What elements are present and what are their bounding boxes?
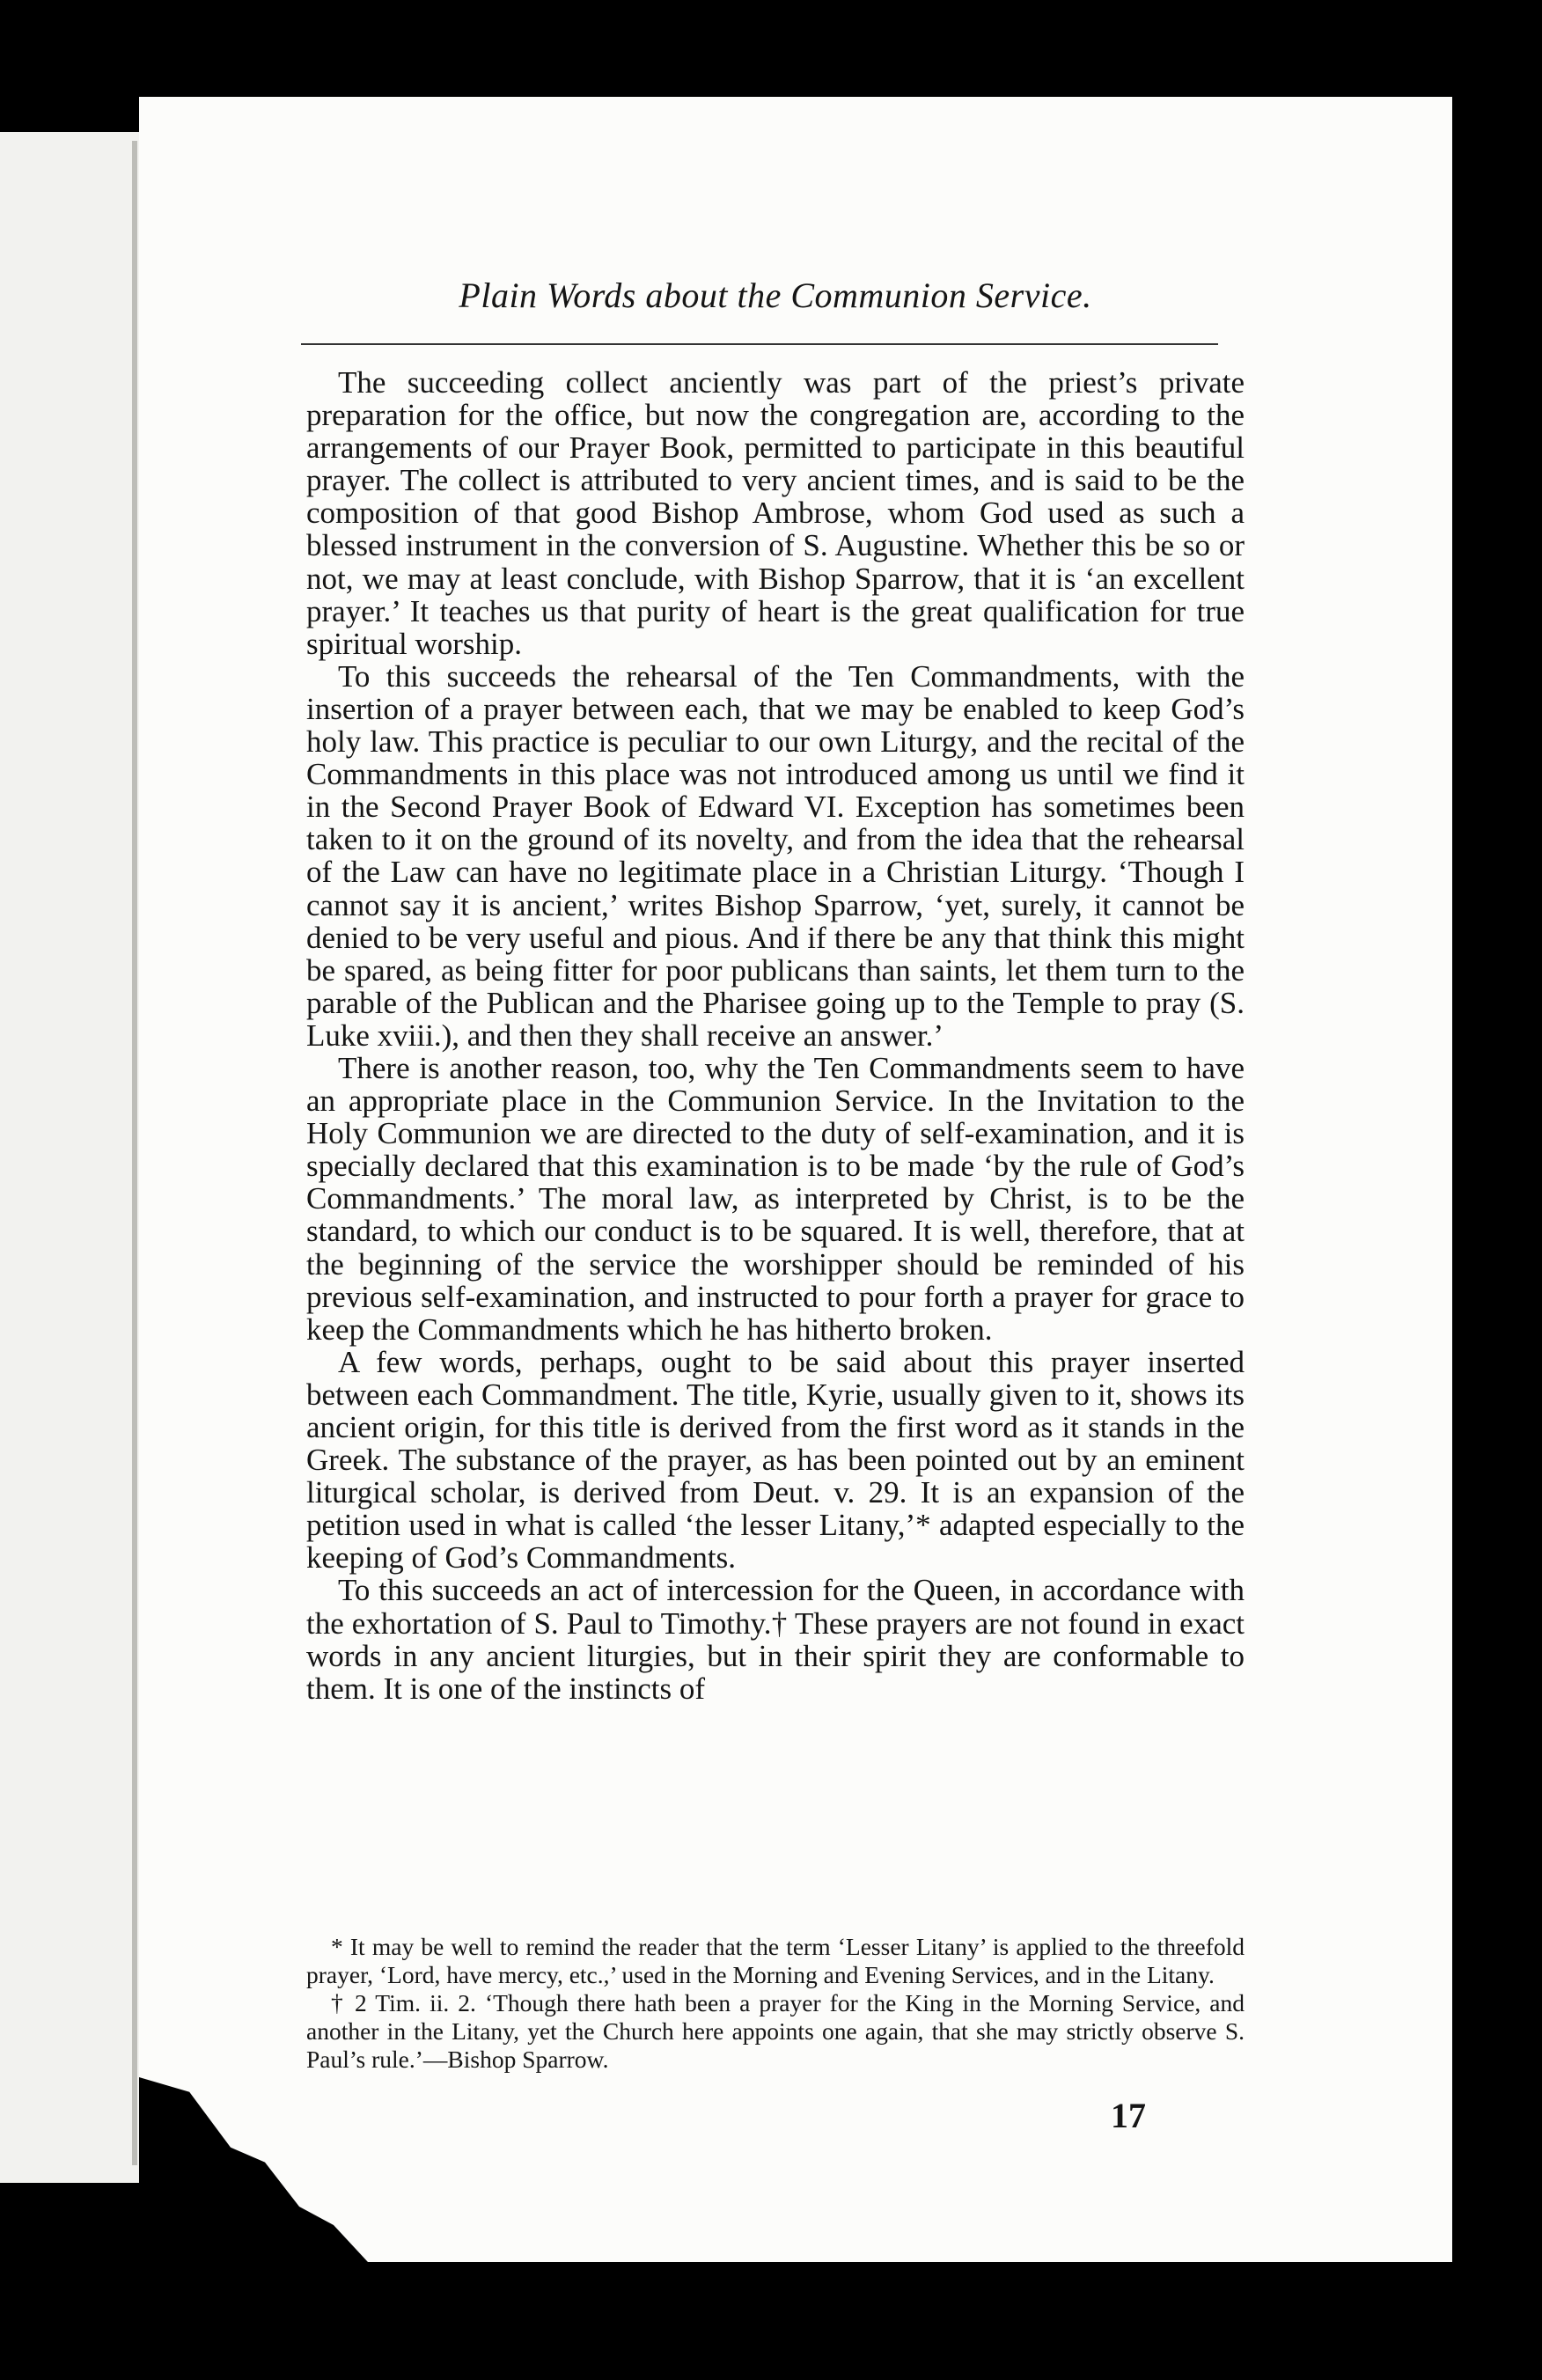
running-header: Plain Words about the Communion Service. (459, 275, 1092, 315)
body-text (306, 366, 1245, 1705)
torn-corner (139, 2077, 368, 2262)
footnote: † 2 Tim. ii. 2. ‘Though there hath been a prayer for the King in the Morning Service, and another in the Litany, yet the Church here appoints one again, that she may strictly observe S. Paul’s rule.’—Bishop Sparrow. (306, 1989, 1245, 2073)
footnote: * It may be well to remind the reader that the term ‘Lesser Litany’ is applied to the threefold prayer, ‘Lord, have mercy, etc.,’ used in the Morning and Evening Services, and in the Litany. (306, 1933, 1245, 1988)
paragraph: There is another reason, too, why the Ten Commandments seem to have an appropriate place in the Communion Service. In the Invitation to the Holy Communion we are directed to the duty of self-examination, and it is specially declared that this examination is to be made ‘by the rule of God’s Commandments.’ The moral law, as interpreted by Christ, is to be the standard, to which our conduct is to be squared. It is well, therefore, that at the beginning of the service the worshipper should be reminded of his previous self-examination, and instructed to pour forth a prayer for grace to keep the Commandments which he has hitherto broken. (306, 1050, 1245, 1347)
page-number: 17 (1111, 2096, 1146, 2135)
paragraph: To this succeeds the rehearsal of the Ten Commandments, with the insertion of a prayer between each, that we may be enabled to keep God’s holy law. This practice is peculiar to our own Liturgy, and the recital of the Commandments in this place was not introduced among us until we find it in the Second Prayer Book of Edward VI. Exception has sometimes been taken to it on the ground of its novelty, and from the idea that the rehearsal of the Law can have no legitimate place in a Christian Liturgy. ‘Though I cannot say it is ancient,’ writes Bishop Sparrow, ‘yet, surely, it cannot be denied to be very useful and pious. And if there be any that think this might be spared, as being fitter for poor publicans than saints, let them turn to the parable of the Publican and the Pharisee going up to the Temple to pray (S. Luke xviii.), and then they shall receive an answer.’ (306, 658, 1245, 1053)
paragraph: To this succeeds an act of intercession for the Queen, in accordance with the exhortation of S. Paul to Timothy.† These prayers are not found in exact words in any ancient liturgies, but in their spirit they are conformable to them. It is one of the instincts of (306, 1573, 1245, 1706)
paragraph: A few words, perhaps, ought to be said about this prayer inserted between each Commandment. The title, Kyrie, usually given to it, shows its ancient origin, for this title is derived from the first word as it stands in the Greek. The substance of the prayer, as has been pointed out by an eminent liturgical scholar, is derived from Deut. v. 29. It is an expansion of the petition used in what is called ‘the lesser Litany,’* adapted especially to the keeping of God’s Commandments. (306, 1344, 1245, 1576)
page-gutter-shadow (132, 141, 137, 2165)
footnotes (306, 1933, 1245, 2074)
header-rule (301, 343, 1218, 345)
paragraph: The succeeding collect anciently was part of the priest’s private preparation for the office, but now the congregation are, according to the arrangements of our Prayer Book, permitted to participate in this beautiful prayer. The collect is attributed to very ancient times, and is said to be the composition of that good Bishop Ambrose, whom God used as such a blessed instrument in the conversion of S. Augustine. Whether this be so or not, we may at least conclude, with Bishop Sparrow, that it is ‘an excellent prayer.’ It teaches us that purity of heart is the great qualification for true spiritual worship. (306, 365, 1245, 661)
previous-page-edge (0, 132, 154, 2183)
